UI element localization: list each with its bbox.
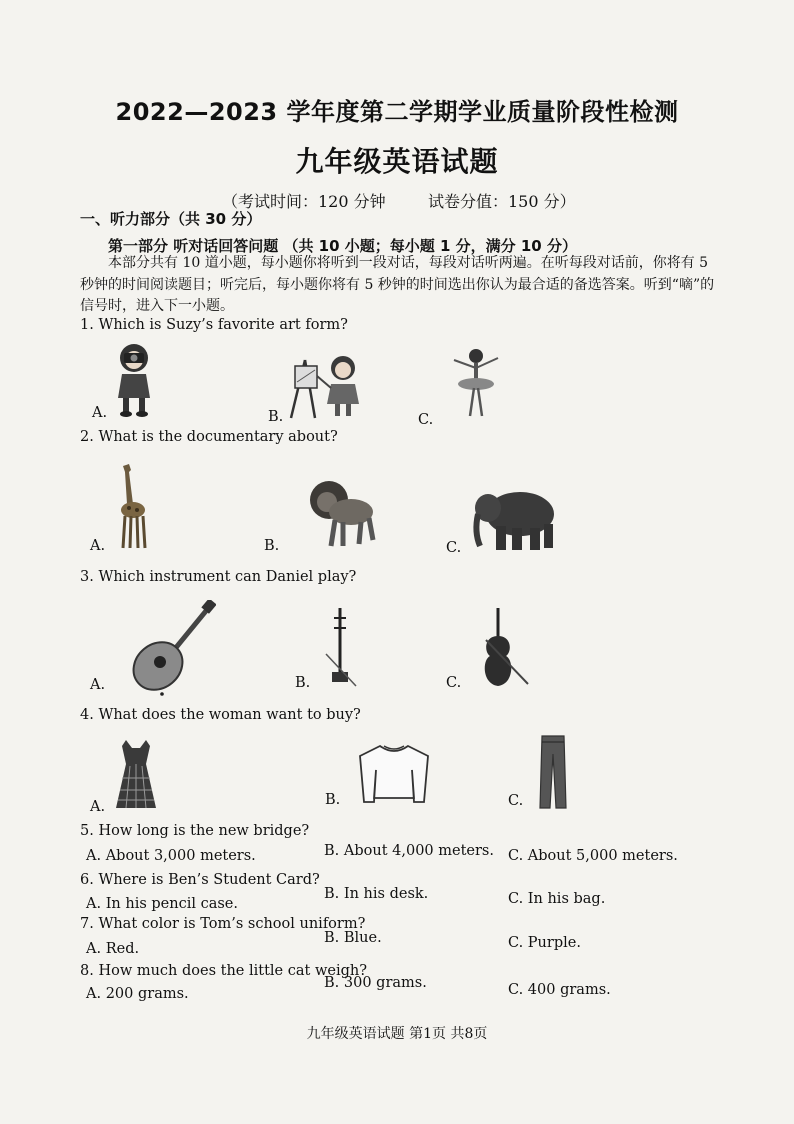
instructions: 本部分共有 10 道小题，每小题你将听到一段对话，每段对话听两遍。在听每段对话前，你将有 5 秒钟的时间阅读题目；听完后，每小题你将有 5 秒钟的时间选出你认为最合适的备选答案。听到“嘀”的信号时，进入下一小题。	[80, 255, 715, 314]
exam-time: （考试时间：120 分钟	[222, 192, 386, 211]
violin-icon	[476, 604, 532, 690]
q8-option-b: B. 300 grams.	[324, 975, 427, 991]
sweater-icon	[356, 742, 432, 806]
q5-option-a: A. About 3,000 meters.	[86, 848, 256, 864]
q4-option-a: A.	[90, 799, 106, 815]
q4-option-c: C.	[508, 793, 524, 809]
q7-option-b: B. Blue.	[324, 930, 382, 946]
q6-option-c: C. In his bag.	[508, 891, 606, 907]
question-6: 6. Where is Ben’s Student Card?	[80, 872, 320, 888]
elephant-icon	[468, 486, 560, 552]
q8-option-a: A. 200 grams.	[86, 986, 189, 1002]
jeans-icon	[538, 734, 568, 810]
q5-option-c: C. About 5,000 meters.	[508, 848, 678, 864]
q7-option-a: A. Red.	[86, 941, 140, 957]
q3-option-a: A.	[90, 677, 106, 693]
part-heading: 第一部分 听对话回答问题 （共 10 小题；每小题 1 分，满分 10 分）	[108, 237, 577, 255]
q6-option-b: B. In his desk.	[324, 886, 429, 902]
page-footer: 九年级英语试题 第1页 共8页	[306, 1026, 488, 1042]
question-8: 8. How much does the little cat weigh?	[80, 963, 367, 979]
q8-option-c: C. 400 grams.	[508, 982, 611, 998]
q2-option-b: B.	[264, 538, 280, 554]
q6-option-a: A. In his pencil case.	[86, 896, 238, 912]
question-4: 4. What does the woman want to buy?	[80, 707, 361, 723]
section-heading: 一、听力部分（共 30 分）	[80, 210, 262, 228]
giraffe-icon	[115, 460, 149, 550]
exam-title: 2022—2023 学年度第二学期学业质量阶段性检测	[115, 98, 679, 126]
question-7: 7. What color is Tom’s school uniform?	[80, 916, 366, 932]
question-5: 5. How long is the new bridge?	[80, 823, 310, 839]
q1-option-c: C.	[418, 412, 434, 428]
q3-option-c: C.	[446, 675, 462, 691]
q2-option-c: C.	[446, 540, 462, 556]
guitar-icon	[126, 600, 216, 696]
q2-option-a: A.	[90, 538, 106, 554]
question-3: 3. Which instrument can Daniel play?	[80, 569, 357, 585]
q3-option-b: B.	[295, 675, 311, 691]
q7-option-c: C. Purple.	[508, 935, 581, 951]
exam-subtitle: 九年级英语试题	[295, 145, 499, 178]
question-2: 2. What is the documentary about?	[80, 429, 338, 445]
question-1: 1. Which is Suzy’s favorite art form?	[80, 317, 348, 333]
dress-icon	[112, 738, 160, 810]
erhu-icon	[320, 606, 360, 690]
q1-option-a: A.	[92, 405, 108, 421]
q4-option-b: B.	[325, 792, 341, 808]
photographer-girl-icon	[110, 340, 160, 418]
q5-option-b: B. About 4,000 meters.	[324, 843, 494, 859]
q1-option-b: B.	[268, 409, 284, 425]
ballet-dancer-icon	[448, 346, 504, 422]
full-score: 试卷分值：150 分）	[428, 192, 576, 211]
lion-icon	[305, 478, 377, 548]
painting-girl-icon	[285, 352, 367, 420]
